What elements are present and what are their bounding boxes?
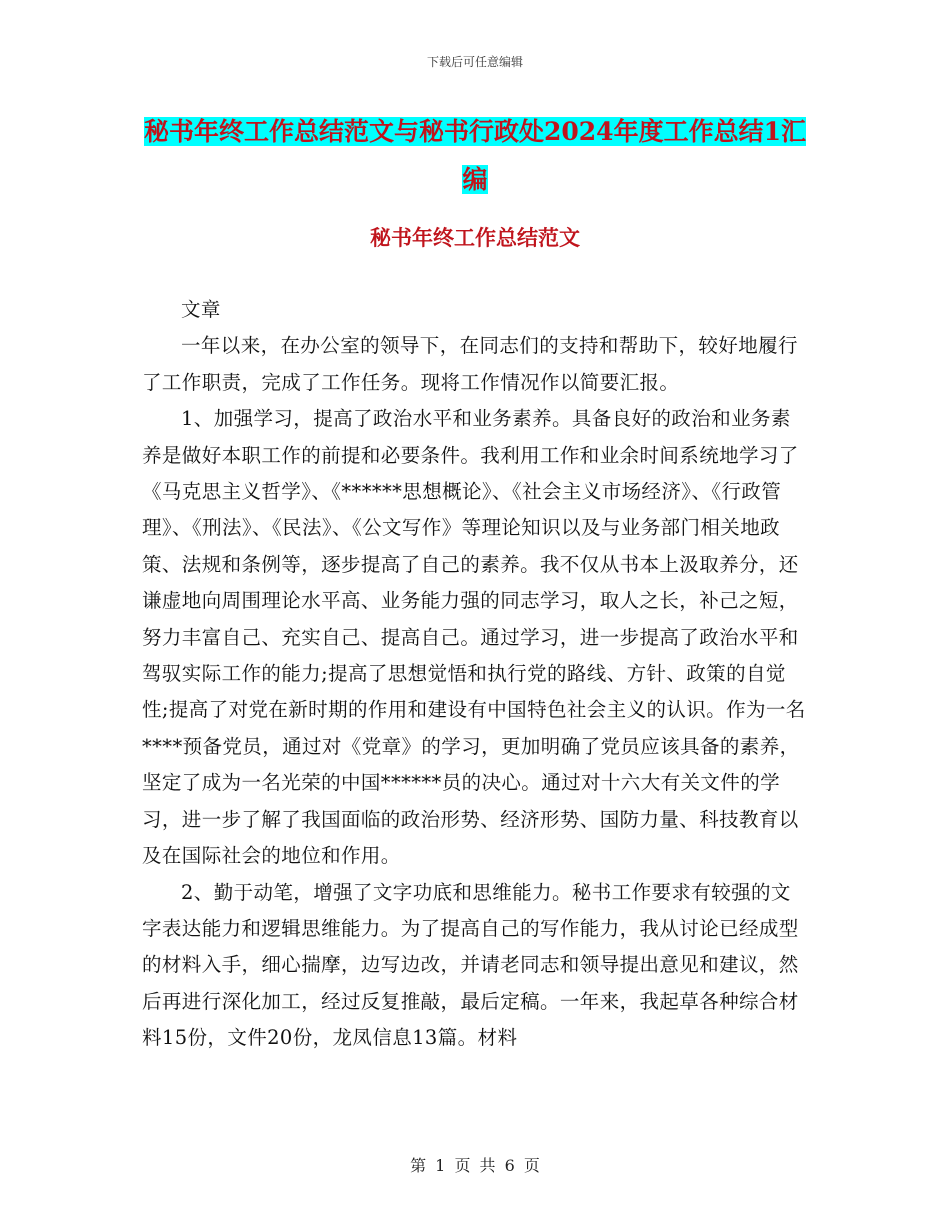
section-title: 秘书年终工作总结范文	[370, 225, 580, 250]
document-title-text: 秘书年终工作总结范文与秘书行政处2024年度工作总结1汇编	[144, 117, 806, 194]
paragraph: 2、勤于动笔，增强了文字功底和思维能力。秘书工作要求有较强的文字表达能力和逻辑思维能力。为了提高自己的写作能力，我从讨论已经成型的材料入手，细心揣摩，边写边改，并请老同志和领导提出意见和建议，然后再进行深化加工，经过反复推敲，最后定稿。一年来，我起草各种综合材料15份，文件20份，龙凤信息13篇。材料	[142, 880, 799, 1050]
paragraph: 一年以来，在办公室的领导下，在同志们的支持和帮助下，较好地履行了工作职责，完成了工作任务。现将工作情况作以简要汇报。	[142, 334, 798, 394]
page-header-note: 下载后可任意编辑	[426, 55, 523, 69]
document-title	[140, 108, 810, 204]
page-number-footer: 第 1 页 共 6 页	[410, 1156, 540, 1175]
document-body	[142, 292, 808, 1057]
paragraph: 文章	[181, 298, 221, 321]
paragraph: 1、加强学习，提高了政治水平和业务素养。具备良好的政治和业务素养是做好本职工作的前提和必要条件。我利用工作和业余时间系统地学习了《马克思主义哲学》、《******思想概论》、《社会主义市场经济》、《行政管理》、《刑法》、《民法》、《公文写作》等理论知识以及与业务部门相关地政策、法规和条例等，逐步提高了自己的素养。我不仅从书本上汲取养分，还谦虚地向周围理论水平高、业务能力强的同志学习，取人之长，补己之短，努力丰富自己、充实自己、提高自己。通过学习，进一步提高了政治水平和驾驭实际工作的能力;提高了思想觉悟和执行党的路线、方针、政策的自觉性;提高了对党在新时期的作用和建设有中国特色社会主义的认识。作为一名****预备党员，通过对《党章》的学习，更加明确了党员应该具备的素养，坚定了成为一名光荣的中国******员的决心。通过对十六大有关文件的学习，进一步了解了我国面临的政治形势、经济形势、国防力量、科技教育以及在国际社会的地位和作用。	[142, 407, 806, 868]
